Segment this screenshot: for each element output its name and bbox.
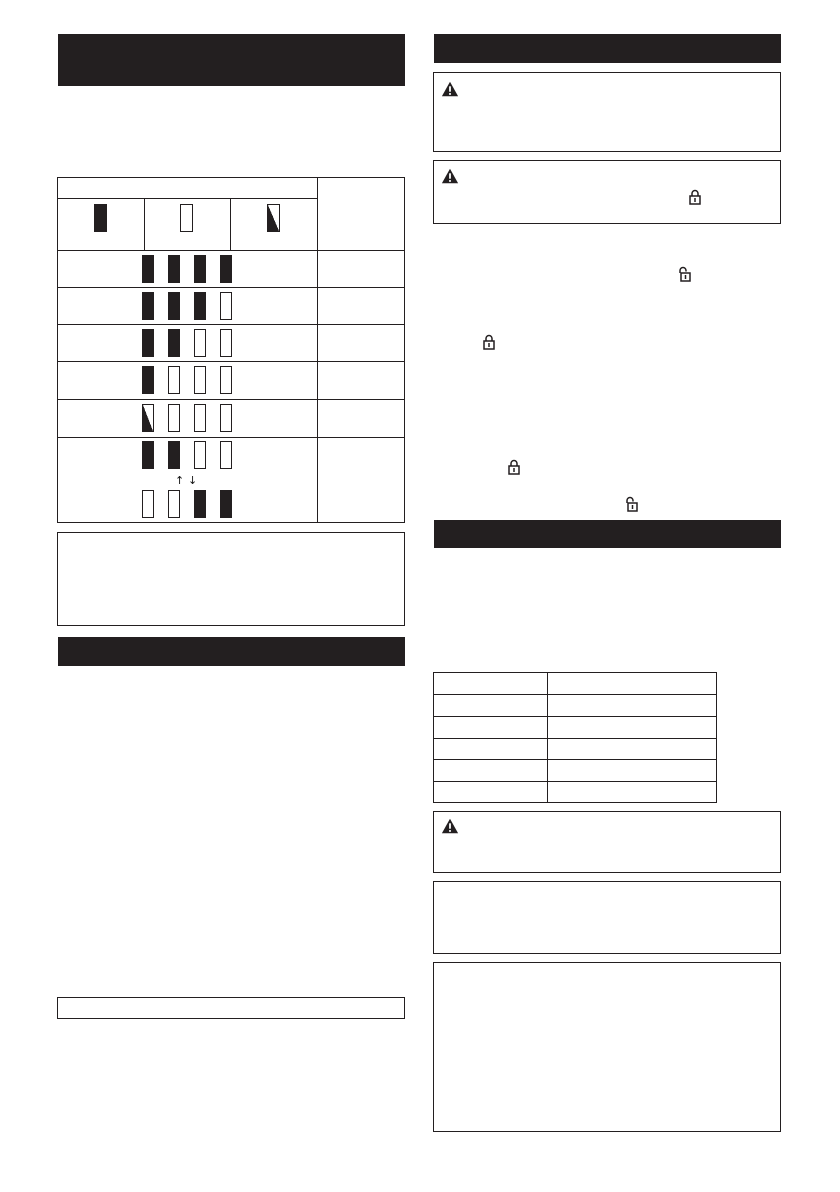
table-row-divider xyxy=(57,324,405,325)
indicator-lamp xyxy=(142,404,154,432)
warning-triangle-icon xyxy=(441,817,459,835)
warning-triangle-icon xyxy=(441,80,459,98)
note-box xyxy=(57,532,405,626)
indicator-lamp xyxy=(142,441,154,469)
indicator-lamp xyxy=(142,366,154,394)
note-box xyxy=(433,962,781,1132)
indicator-row xyxy=(142,255,242,283)
arrow-down-icon: ↓ xyxy=(188,474,198,487)
indicator-lamp xyxy=(168,366,180,394)
note-box xyxy=(433,881,781,954)
indicator-row xyxy=(142,292,242,320)
lock-closed-icon xyxy=(483,334,495,350)
table-row-divider xyxy=(57,287,405,288)
warning-triangle-icon xyxy=(441,167,459,185)
indicator-lamp xyxy=(168,404,180,432)
indicator-lamp xyxy=(168,490,180,518)
table-row-divider xyxy=(433,738,717,739)
indicator-lamp xyxy=(194,490,206,518)
indicator-lamp xyxy=(220,329,232,357)
section-header-right-top xyxy=(434,34,781,63)
table-row-divider xyxy=(57,250,405,251)
table-row-divider xyxy=(57,399,405,400)
indicator-lamp xyxy=(220,255,232,283)
table-row-divider xyxy=(433,781,717,782)
indicator-lamp xyxy=(142,490,154,518)
table-row-divider xyxy=(57,437,405,438)
table-row-divider xyxy=(57,361,405,362)
indicator-row xyxy=(142,441,242,469)
warning-box xyxy=(433,160,781,224)
indicator-lamp xyxy=(168,441,180,469)
table-row-divider xyxy=(433,694,717,695)
indicator-lamp xyxy=(142,255,154,283)
indicator-lamp xyxy=(194,404,206,432)
legend-lamp-blinking xyxy=(267,204,280,232)
arrow-up-icon: ↑ xyxy=(175,474,185,487)
table-divider xyxy=(144,198,145,250)
note-line-box xyxy=(57,997,405,1019)
indicator-lamp xyxy=(194,292,206,320)
indicator-lamp xyxy=(194,441,206,469)
indicator-lamp xyxy=(168,329,180,357)
table-divider xyxy=(230,198,231,250)
indicator-lamp xyxy=(142,329,154,357)
legend-lamp-off xyxy=(180,204,193,232)
indicator-row-alternate xyxy=(142,490,242,518)
indicator-lamp xyxy=(220,292,232,320)
legend-lamp-lighted xyxy=(94,204,107,232)
warning-box xyxy=(433,811,781,873)
indicator-row xyxy=(142,366,242,394)
table-divider xyxy=(317,177,318,523)
indicator-lamp xyxy=(194,329,206,357)
section-header-right-middle xyxy=(434,520,781,548)
indicator-lamp xyxy=(142,292,154,320)
table-row-divider xyxy=(433,716,717,717)
print-marks-strip xyxy=(0,1185,840,1192)
indicator-lamp xyxy=(220,490,232,518)
indicator-lamp xyxy=(220,404,232,432)
section-header-left-middle xyxy=(58,637,405,666)
lock-closed-icon xyxy=(689,189,701,205)
indicator-lamp xyxy=(220,441,232,469)
lock-closed-icon xyxy=(508,459,520,475)
indicator-row xyxy=(142,329,242,357)
indicator-lamp xyxy=(194,366,206,394)
indicator-lamp xyxy=(168,292,180,320)
indicator-lamp xyxy=(220,366,232,394)
table-row-divider xyxy=(433,759,717,760)
lock-open-icon xyxy=(624,496,638,512)
table-divider xyxy=(57,198,318,199)
indicator-lamp xyxy=(194,255,206,283)
lock-open-icon xyxy=(677,266,691,282)
indicator-lamp xyxy=(168,255,180,283)
indicator-row xyxy=(142,404,242,432)
warning-box xyxy=(433,72,781,152)
section-header-left-top xyxy=(58,34,405,86)
